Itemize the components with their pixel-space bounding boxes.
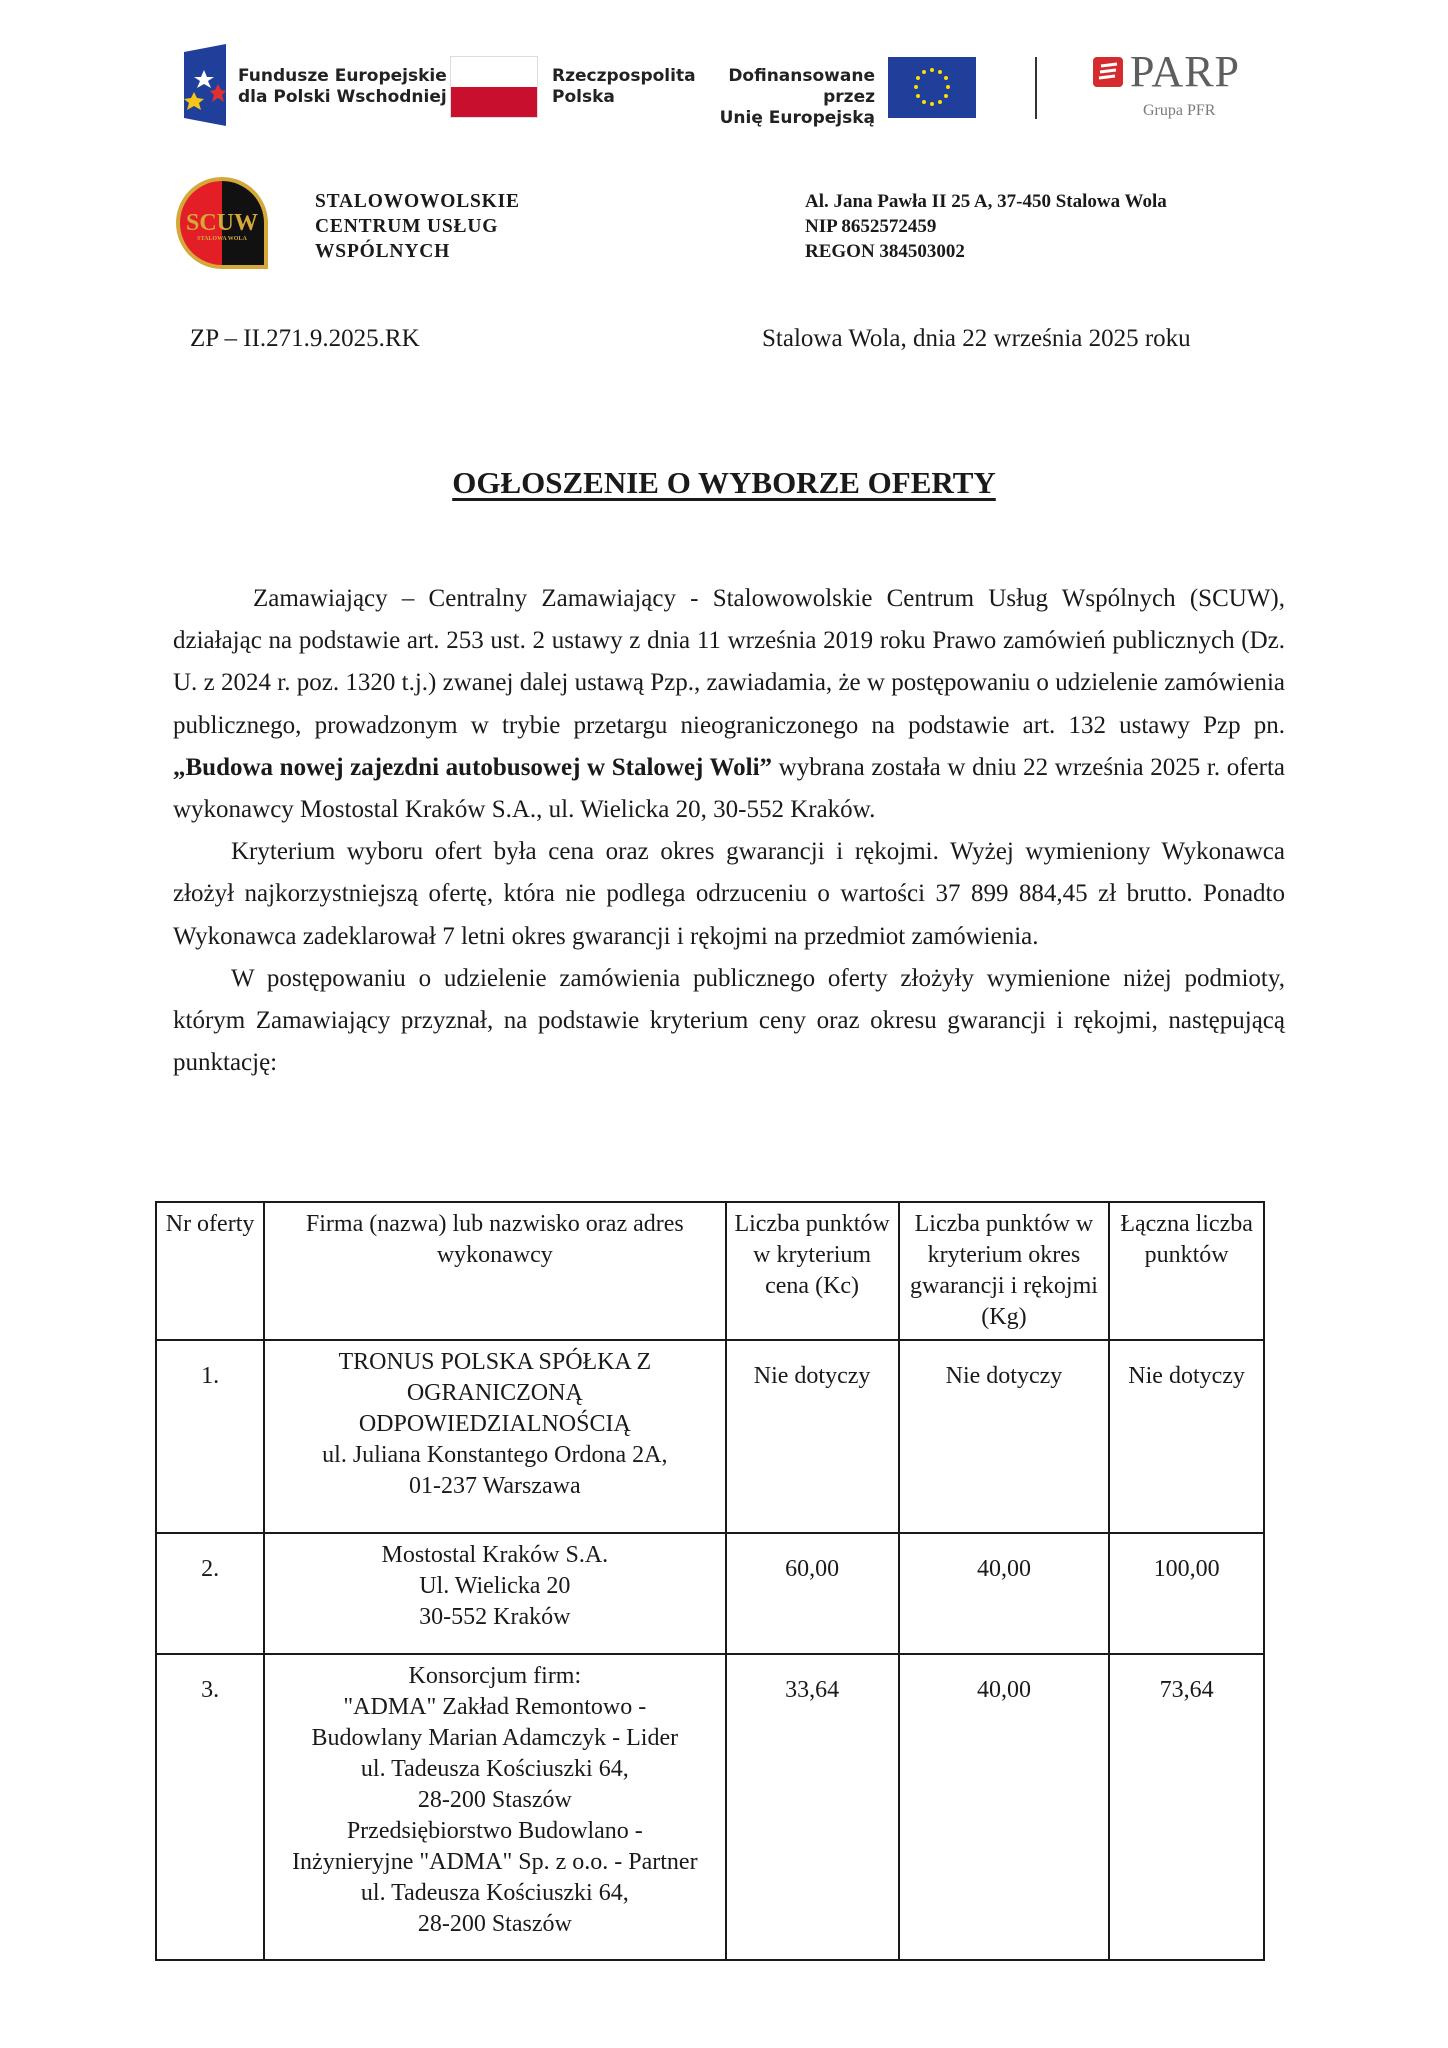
paragraph-criteria: Kryterium wyboru ofert była cena oraz okres gwarancji i rękojmi. Wyżej wymieniony Wykonawca złożył najkorzystniejszą ofertę, która nie podlega odrzuceniu o wartości 37 899 884,45 zł brutto. Ponadto Wykonawca zadeklarował 7 letni okres gwarancji i rękojmi na przedmiot zamówienia. <box>173 838 1285 950</box>
total-points: Nie dotyczy <box>1109 1340 1264 1533</box>
eu-cofinanced-text <box>700 66 875 129</box>
company-line: Przedsiębiorstwo Budowlano - <box>346 1818 643 1844</box>
offer-number: 1. <box>156 1340 264 1533</box>
document-title <box>0 465 1448 501</box>
warranty-points: 40,00 <box>899 1654 1110 1960</box>
reference-number: ZP – II.271.9.2025.RK <box>190 325 420 352</box>
org-address-line: Al. Jana Pawła II 25 A, 37-450 Stalowa Wola <box>805 191 1167 212</box>
company-line: TRONUS POLSKA SPÓŁKA Z <box>338 1349 652 1375</box>
company-line: 28-200 Staszów <box>417 1911 572 1937</box>
table-row <box>156 1533 1264 1654</box>
company-cell <box>264 1340 725 1533</box>
company-line: "ADMA" Zakład Remontowo - <box>343 1694 647 1720</box>
header-company: Firma (nazwa) lub nazwisko oraz adres wykonawcy <box>264 1202 725 1340</box>
price-points: 33,64 <box>726 1654 899 1960</box>
company-cell <box>264 1654 725 1960</box>
svg-text:SCUW: SCUW <box>185 210 259 236</box>
company-line: Mostostal Kraków S.A. <box>381 1542 609 1568</box>
table-header-row <box>156 1202 1264 1340</box>
header-warranty-points: Liczba punktów w kryterium okres gwarancji i rękojmi (Kg) <box>899 1202 1110 1340</box>
offers-table <box>155 1201 1265 1961</box>
offer-number: 2. <box>156 1533 264 1654</box>
warranty-points: Nie dotyczy <box>899 1340 1110 1533</box>
organization-address <box>805 189 1167 264</box>
org-regon: REGON 384503002 <box>805 241 965 262</box>
project-name: „Budowa nowej zajezdni autobusowej w Stalowej Woli” <box>173 753 773 781</box>
eu-flag-icon <box>888 57 976 118</box>
header-price-points: Liczba punktów w kryterium cena (Kc) <box>726 1202 899 1340</box>
company-line: ul. Tadeusza Kościuszki 64, <box>360 1880 629 1906</box>
rp-line1: Rzeczpospolita <box>552 66 696 86</box>
paragraph-scoring-intro: W postępowaniu o udzielenie zamówienia publicznego oferty złożyły wymienione niżej podmioty, którym Zamawiający przyznał, na podstawie kryterium ceny oraz okresu gwarancji i rękojmi, następującą punktację: <box>173 964 1285 1077</box>
price-points: Nie dotyczy <box>726 1340 899 1533</box>
company-line: 30-552 Kraków <box>419 1604 571 1630</box>
total-points: 73,64 <box>1109 1654 1264 1960</box>
fundusze-europejskie-text <box>238 66 447 108</box>
scuw-logo-icon <box>173 174 271 272</box>
logo-divider <box>1035 57 1037 119</box>
eu-line2: Unię Europejską <box>719 108 875 128</box>
paragraph1-end: wybrana została w dniu 22 września 2025 r. oferta wykonawcy Mostostal Kraków S.A., ul. Wielicka 20, 30-552 Kraków. <box>173 753 1285 824</box>
title-text: OGŁOSZENIE O WYBORZE OFERTY <box>452 465 996 500</box>
company-line: ODPOWIEDZIALNOŚCIĄ <box>358 1411 631 1437</box>
table-row <box>156 1654 1264 1960</box>
price-points: 60,00 <box>726 1533 899 1654</box>
paragraph1-start: Zamawiający – Centralny Zamawiający - Stalowowolskie Centrum Usług Wspólnych (SCUW), działając na podstawie art. 253 ust. 2 ustawy z dnia 11 września 2019 roku Prawo zamówień publicznych (Dz. U. z 2024 r. poz. 1320 t.j.) zwanej dalej ustawą Pzp., zawiadamia, że w postępowaniu o udzielenie zamówienia publicznego, prowadzonym w trybie przetargu nieograniczonego na podstawie art. 132 ustawy Pzp pn. <box>173 585 1285 739</box>
company-cell <box>264 1533 725 1654</box>
rzeczpospolita-polska-text <box>552 66 696 108</box>
company-line: Inżynieryjne "ADMA" Sp. z o.o. - Partner <box>292 1849 698 1875</box>
company-line: Budowlany Marian Adamczyk - Lider <box>311 1725 679 1751</box>
company-line: ul. Tadeusza Kościuszki 64, <box>360 1756 629 1782</box>
fe-line1: Fundusze Europejskie <box>238 66 447 86</box>
header-total-points: Łączna liczba punktów <box>1109 1202 1264 1340</box>
company-line: 28-200 Staszów <box>417 1787 572 1813</box>
poland-flag-icon <box>450 56 538 118</box>
org-name-line: WSPÓLNYCH <box>315 241 451 262</box>
warranty-points: 40,00 <box>899 1533 1110 1654</box>
org-nip: NIP 8652572459 <box>805 216 937 237</box>
paragraph-selection <box>173 578 1285 831</box>
parp-logo-icon <box>1093 57 1123 87</box>
organization-name <box>315 189 520 264</box>
parp-subtitle: Grupa PFR <box>1143 102 1216 119</box>
announcement-body <box>173 578 1285 1084</box>
fundusze-europejskie-logo-icon <box>184 44 226 126</box>
total-points: 100,00 <box>1109 1533 1264 1654</box>
parp-name: PARP <box>1130 47 1241 96</box>
rp-line2: Polska <box>552 87 615 107</box>
company-line: Konsorcjum firm: <box>408 1663 582 1689</box>
header-offer-number: Nr oferty <box>156 1202 264 1340</box>
org-name-line: STALOWOWOLSKIE <box>315 191 520 212</box>
fe-line2: dla Polski Wschodniej <box>238 87 447 107</box>
company-line: ul. Juliana Konstantego Ordona 2A, <box>322 1442 668 1468</box>
company-line: OGRANICZONĄ <box>406 1380 583 1406</box>
company-line: Ul. Wielicka 20 <box>419 1573 571 1599</box>
org-name-line: CENTRUM USŁUG <box>315 216 499 237</box>
company-line: 01-237 Warszawa <box>409 1473 581 1499</box>
svg-text:STALOWA WOLA: STALOWA WOLA <box>197 236 247 242</box>
eu-line1: Dofinansowane przez <box>728 66 875 107</box>
table-row <box>156 1340 1264 1533</box>
document-date: Stalowa Wola, dnia 22 września 2025 roku <box>762 325 1191 352</box>
offer-number: 3. <box>156 1654 264 1960</box>
